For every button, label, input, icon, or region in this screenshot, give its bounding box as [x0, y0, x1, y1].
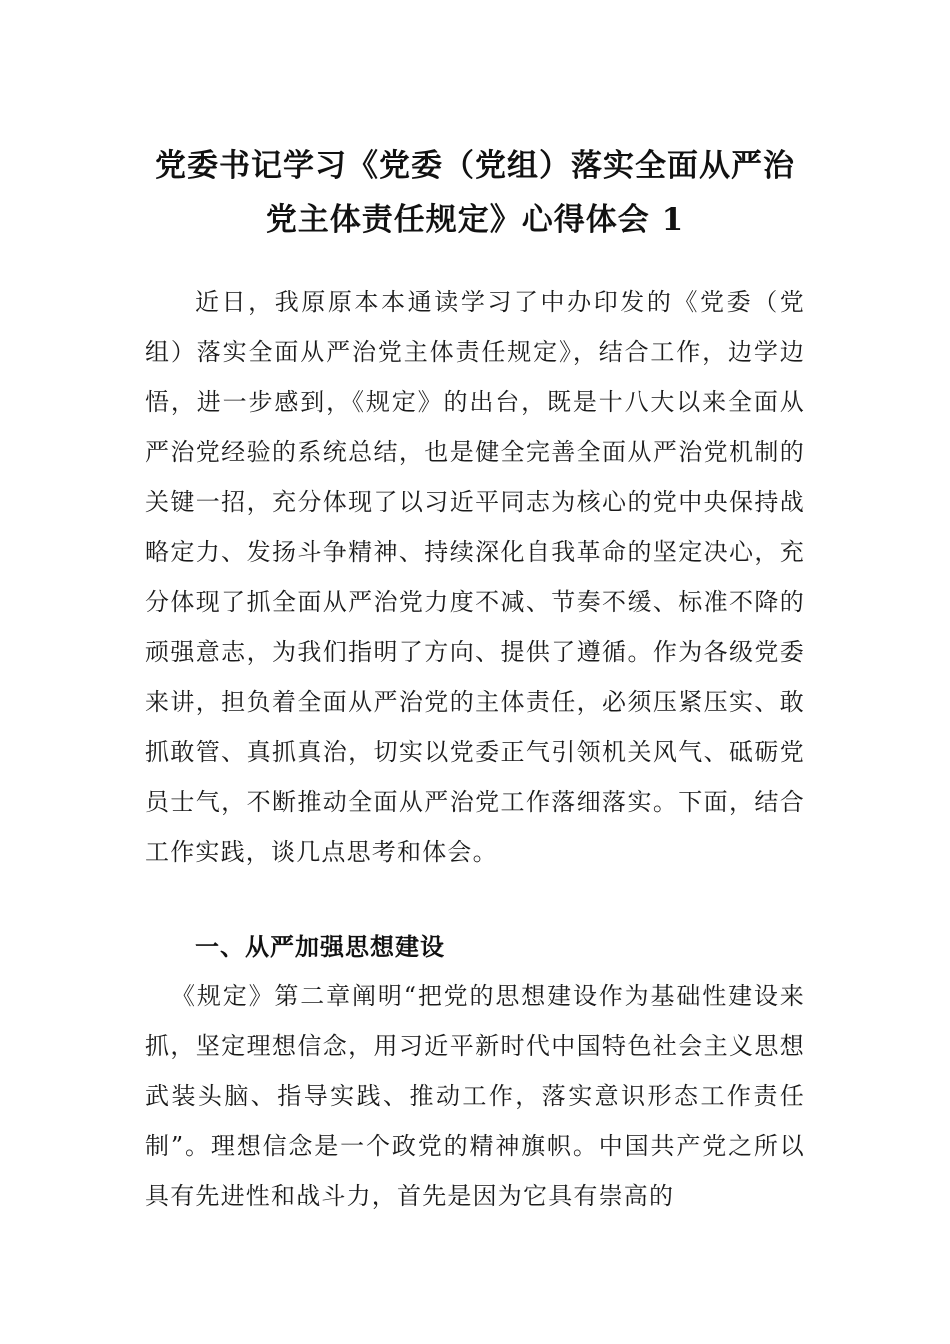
title-line-2: 党主体责任规定》心得体会 1 — [265, 201, 685, 238]
document-title — [130, 139, 820, 247]
body-paragraph: 《规定》第二章阐明“把党的思想建设作为基础性建设来抓，坚定理想信念，用习近平新时代中国特色社会主义思想武装头脑、指导实践、推动工作，落实意识形态工作责任制”。理想信念是一个政党的精神旗帜。中国共产党之所以具有先进性和战斗力，首先是因为它具有崇高的 — [145, 982, 805, 1210]
intro-paragraph: 近日，我原原本本通读学习了中办印发的《党委（党组）落实全面从严治党主体责任规定》，结合工作，边学边悟，进一步感到，《规定》的出台，既是十八大以来全面从严治党经验的系统总结，也是健全完善全面从严治党机制的关键一招，充分体现了以习近平同志为核心的党中央保持战略定力、发扬斗争精神、持续深化自我革命的坚定决心，充分体现了抓全面从严治党力度不减、节奏不缓、标准不降的顽强意志，为我们指明了方向、提供了遵循。作为各级党委来讲，担负着全面从严治党的主体责任，必须压紧压实、敢抓敢管、真抓真治，切实以党委正气引领机关风气、砥砺党员士气，不断推动全面从严治党工作落细落实。下面，结合工作实践，谈几点思考和体会。 — [145, 288, 805, 866]
section-heading: 一、从严加强思想建设 — [195, 933, 445, 961]
title-line-1: 党委书记学习《党委（党组）落实全面从严治 — [155, 147, 795, 184]
